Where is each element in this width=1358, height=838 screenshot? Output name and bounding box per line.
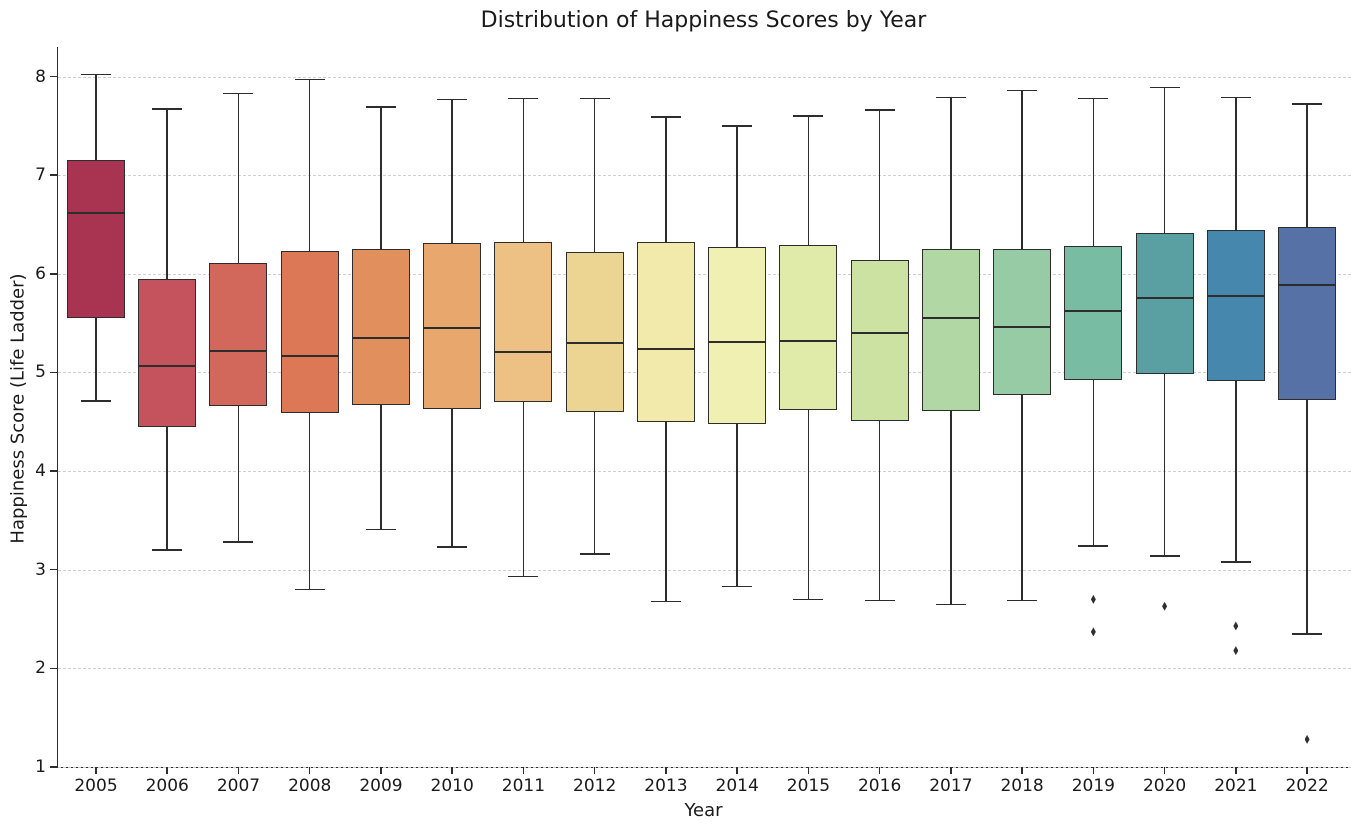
y-tick-mark xyxy=(50,766,57,768)
box-2016 xyxy=(851,260,909,421)
x-tick-mark-2017 xyxy=(950,767,952,774)
median-line-2007 xyxy=(209,350,267,352)
x-tick-label-2017: 2017 xyxy=(929,776,973,796)
x-tick-mark-2013 xyxy=(665,767,667,774)
whisker-cap-low-2021 xyxy=(1221,561,1251,563)
whisker-cap-high-2013 xyxy=(651,116,681,118)
outlier-2021-0 xyxy=(1233,621,1238,630)
median-line-2008 xyxy=(281,355,339,357)
x-tick-mark-2014 xyxy=(736,767,738,774)
whisker-cap-low-2018 xyxy=(1007,600,1037,602)
whisker-cap-low-2013 xyxy=(651,601,681,603)
y-tick-label: 2 xyxy=(35,658,46,679)
y-tick-label: 7 xyxy=(35,165,46,186)
x-tick-label-2018: 2018 xyxy=(1000,776,1044,796)
x-tick-label-2015: 2015 xyxy=(786,776,831,796)
whisker-cap-low-2008 xyxy=(295,589,325,591)
box-2006 xyxy=(138,279,196,427)
grid-line xyxy=(58,767,1351,768)
x-tick-mark-2020 xyxy=(1164,767,1166,774)
whisker-cap-low-2017 xyxy=(936,604,966,606)
whisker-cap-low-2019 xyxy=(1078,545,1108,547)
y-tick-label: 3 xyxy=(35,559,46,580)
box-2020 xyxy=(1136,233,1194,374)
box-2008 xyxy=(281,251,339,413)
x-tick-label-2010: 2010 xyxy=(430,776,474,796)
x-tick-mark-2006 xyxy=(166,767,168,774)
median-line-2019 xyxy=(1064,310,1122,312)
plot-area xyxy=(35,47,1351,796)
median-line-2005 xyxy=(67,212,125,214)
y-tick-label: 6 xyxy=(35,263,46,284)
whisker-cap-low-2007 xyxy=(223,541,253,543)
median-line-2022 xyxy=(1278,284,1336,286)
whisker-cap-high-2015 xyxy=(793,115,823,117)
y-tick-mark xyxy=(50,569,57,571)
box-2022 xyxy=(1278,227,1336,400)
x-tick-mark-2021 xyxy=(1235,767,1237,774)
y-axis-label: Happiness Score (Life Ladder) xyxy=(7,273,29,544)
whisker-cap-high-2011 xyxy=(508,98,538,100)
x-tick-label-2022: 2022 xyxy=(1285,776,1329,796)
box-2007 xyxy=(209,263,267,406)
whisker-cap-high-2012 xyxy=(580,98,610,100)
median-line-2013 xyxy=(637,348,695,350)
median-line-2016 xyxy=(851,332,909,334)
grid-line xyxy=(58,570,1351,571)
whisker-cap-high-2018 xyxy=(1007,90,1037,92)
box-2019 xyxy=(1064,246,1122,380)
whisker-cap-low-2011 xyxy=(508,576,538,578)
x-tick-label-2005: 2005 xyxy=(74,776,118,796)
median-line-2021 xyxy=(1207,295,1265,297)
y-tick-mark xyxy=(50,668,57,670)
whisker-cap-high-2017 xyxy=(936,97,966,99)
median-line-2006 xyxy=(138,365,196,367)
chart-title: Distribution of Happiness Scores by Year xyxy=(480,8,927,33)
median-line-2012 xyxy=(566,342,624,344)
box-2014 xyxy=(708,247,766,424)
x-tick-label-2009: 2009 xyxy=(359,776,403,796)
whisker-cap-high-2010 xyxy=(437,99,467,101)
grid-line xyxy=(58,471,1351,472)
x-tick-mark-2018 xyxy=(1021,767,1023,774)
box-2021 xyxy=(1207,230,1265,381)
y-tick-label: 8 xyxy=(35,66,46,87)
whisker-cap-high-2016 xyxy=(865,109,895,111)
x-tick-mark-2009 xyxy=(380,767,382,774)
grid-line xyxy=(58,175,1351,176)
y-tick-label: 1 xyxy=(35,757,46,777)
median-line-2011 xyxy=(494,351,552,353)
x-tick-label-2021: 2021 xyxy=(1214,776,1258,796)
whisker-cap-low-2006 xyxy=(152,549,182,551)
x-tick-mark-2011 xyxy=(523,767,525,774)
whisker-cap-high-2019 xyxy=(1078,98,1108,100)
whisker-cap-high-2007 xyxy=(223,93,253,95)
x-tick-label-2013: 2013 xyxy=(644,776,688,796)
y-tick-mark xyxy=(50,372,57,374)
outlier-2019-1 xyxy=(1091,627,1096,636)
whisker-cap-high-2009 xyxy=(366,106,396,108)
y-tick-label: 4 xyxy=(35,461,46,482)
outlier-2021-1 xyxy=(1233,646,1238,655)
whisker-cap-low-2005 xyxy=(81,400,111,402)
x-axis-label: Year xyxy=(684,800,723,821)
x-tick-label-2014: 2014 xyxy=(715,776,759,796)
box-2005 xyxy=(67,160,125,318)
x-tick-mark-2016 xyxy=(879,767,881,774)
x-tick-mark-2005 xyxy=(95,767,97,774)
whisker-cap-low-2016 xyxy=(865,600,895,602)
outlier-2020-0 xyxy=(1162,602,1167,611)
box-2012 xyxy=(566,252,624,412)
whisker-cap-low-2022 xyxy=(1292,633,1322,635)
median-line-2014 xyxy=(708,341,766,343)
x-tick-label-2006: 2006 xyxy=(145,776,189,796)
grid-line xyxy=(58,77,1351,78)
box-2017 xyxy=(922,249,980,411)
whisker-cap-low-2009 xyxy=(366,529,396,531)
box-2013 xyxy=(637,242,695,422)
box-2011 xyxy=(494,242,552,402)
median-line-2010 xyxy=(423,327,481,329)
median-line-2009 xyxy=(352,337,410,339)
whisker-cap-high-2005 xyxy=(81,74,111,76)
x-tick-mark-2019 xyxy=(1093,767,1095,774)
x-tick-label-2007: 2007 xyxy=(216,776,261,796)
x-tick-label-2011: 2011 xyxy=(501,776,546,796)
box-2009 xyxy=(352,249,410,405)
median-line-2020 xyxy=(1136,297,1194,299)
median-line-2018 xyxy=(993,326,1051,328)
x-tick-mark-2007 xyxy=(238,767,240,774)
whisker-cap-low-2014 xyxy=(722,586,752,588)
y-tick-mark xyxy=(50,76,57,78)
median-line-2017 xyxy=(922,317,980,319)
x-tick-label-2019: 2019 xyxy=(1071,776,1115,796)
box-2018 xyxy=(993,249,1051,395)
whisker-cap-high-2020 xyxy=(1150,87,1180,89)
y-tick-mark xyxy=(50,174,57,176)
whisker-cap-low-2010 xyxy=(437,546,467,548)
outlier-2019-0 xyxy=(1091,595,1096,604)
y-tick-mark xyxy=(50,273,57,275)
y-tick-mark xyxy=(50,470,57,472)
y-tick-label: 5 xyxy=(35,362,46,383)
median-line-2015 xyxy=(779,340,837,342)
outlier-2022-0 xyxy=(1305,735,1310,744)
whisker-cap-high-2014 xyxy=(722,125,752,127)
whisker-cap-high-2006 xyxy=(152,108,182,110)
whisker-cap-high-2008 xyxy=(295,79,325,81)
grid-line xyxy=(58,668,1351,669)
x-tick-label-2008: 2008 xyxy=(288,776,332,796)
x-tick-mark-2012 xyxy=(594,767,596,774)
box-2015 xyxy=(779,245,837,410)
x-tick-mark-2010 xyxy=(451,767,453,774)
x-tick-label-2012: 2012 xyxy=(573,776,617,796)
whisker-cap-low-2015 xyxy=(793,599,823,601)
whisker-cap-low-2012 xyxy=(580,553,610,555)
whisker-cap-high-2022 xyxy=(1292,103,1322,105)
whisker-cap-low-2020 xyxy=(1150,555,1180,557)
x-tick-label-2020: 2020 xyxy=(1142,776,1187,796)
whisker-cap-high-2021 xyxy=(1221,97,1251,99)
x-tick-mark-2008 xyxy=(309,767,311,774)
x-tick-mark-2022 xyxy=(1306,767,1308,774)
x-tick-mark-2015 xyxy=(808,767,810,774)
x-tick-label-2016: 2016 xyxy=(857,776,902,796)
